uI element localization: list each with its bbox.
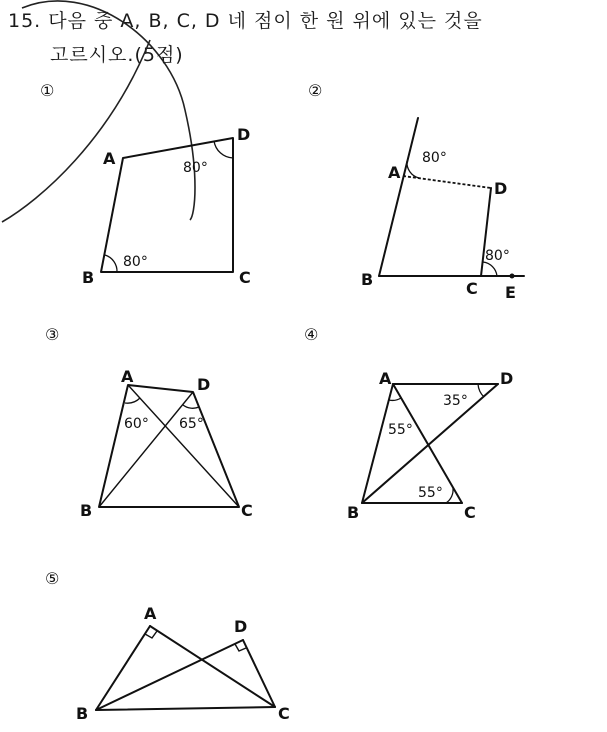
option-2-label-A: A — [388, 163, 401, 182]
option-4-label-C: C — [464, 503, 476, 522]
option-4-side-AB — [362, 384, 393, 503]
option-3-label-B: B — [80, 501, 93, 520]
option-4-label-B: B — [347, 503, 360, 522]
option-5-label-C: C — [278, 704, 290, 723]
option-4-angle-D: 35° — [443, 393, 468, 409]
option-3-label-A: A — [121, 367, 134, 386]
option-1-angle-B-arc — [105, 255, 117, 272]
option-3-angle-A-arc — [125, 398, 140, 403]
option-3-label-C: C — [241, 501, 253, 520]
option-1-label-A: A — [103, 149, 116, 168]
option-4-label-D: D — [500, 369, 514, 388]
option-1-angle-B: 80° — [123, 254, 148, 270]
option-4-angle-C-arc — [446, 488, 453, 503]
option-5-label-B: B — [76, 704, 89, 723]
option-1[interactable] — [40, 81, 251, 287]
option-4-angle-D-arc — [478, 384, 484, 397]
option-5-label-A: A — [144, 604, 157, 623]
option-2-label-D: D — [494, 179, 508, 198]
option-2[interactable] — [308, 81, 524, 302]
option-3-number: ③ — [45, 325, 60, 344]
option-4-angle-A: 55° — [388, 422, 413, 438]
option-3-angle-D: 65° — [179, 416, 204, 432]
option-5-side-BC — [96, 707, 275, 710]
option-4-number: ④ — [304, 325, 319, 344]
option-5-number: ⑤ — [45, 569, 60, 588]
pen-scribble — [2, 1, 195, 222]
option-4[interactable] — [304, 325, 513, 522]
option-2-label-C: C — [466, 279, 478, 298]
option-1-number: ① — [40, 81, 55, 100]
option-2-angle-A-arc — [407, 161, 419, 178]
option-2-label-B: B — [361, 270, 374, 289]
option-2-angle-E-arc — [483, 262, 497, 276]
option-3[interactable] — [45, 325, 253, 520]
option-2-label-E: E — [505, 283, 516, 302]
option-1-angle-D-arc — [214, 141, 233, 158]
question-text-line2: 고르시오.(5점) — [50, 44, 184, 66]
option-2-number: ② — [308, 81, 323, 100]
option-1-label-B: B — [82, 268, 95, 287]
option-3-quadrilateral — [99, 385, 239, 507]
option-2-angle-E: 80° — [485, 248, 510, 264]
option-1-label-D: D — [237, 125, 251, 144]
option-4-angle-A-arc — [389, 398, 401, 400]
option-1-label-C: C — [239, 268, 251, 287]
option-3-label-D: D — [197, 375, 211, 394]
question-text-line1: 15. 다음 중 A, B, C, D 네 점이 한 원 위에 있는 것을 — [8, 10, 483, 32]
option-2-angle-A: 80° — [422, 150, 447, 166]
option-4-angle-C: 55° — [418, 485, 443, 501]
option-5[interactable] — [45, 569, 290, 723]
option-2-ray-BA — [379, 118, 418, 276]
option-2-side-AD — [403, 176, 491, 188]
option-3-angle-D-arc — [183, 405, 199, 408]
option-2-point-E — [510, 274, 515, 279]
option-3-angle-A: 60° — [124, 416, 149, 432]
option-1-quadrilateral — [101, 138, 233, 272]
option-4-label-A: A — [379, 369, 392, 388]
option-5-label-D: D — [234, 617, 248, 636]
option-1-angle-D: 80° — [183, 160, 208, 176]
